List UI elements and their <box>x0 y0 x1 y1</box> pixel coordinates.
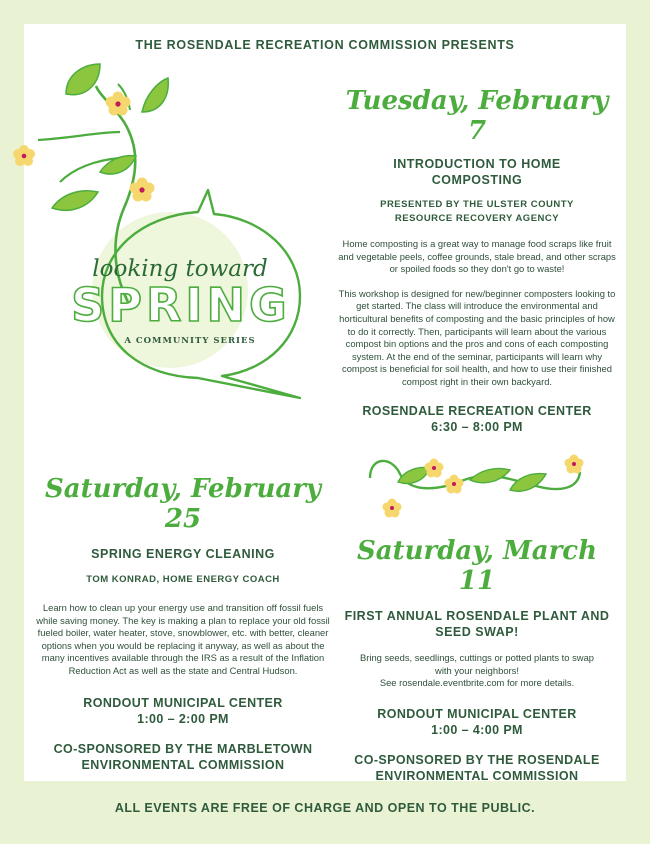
event-location: RONDOUT MUNICIPAL CENTER <box>377 706 577 721</box>
event-date: Tuesday, February 7 <box>345 86 609 146</box>
flower-icon <box>13 145 35 166</box>
leaf-icon <box>52 191 98 210</box>
spring-logo-graphic <box>0 0 340 420</box>
event-location: ROSENDALE RECREATION CENTER <box>362 403 592 418</box>
flower-icon <box>565 455 584 474</box>
logo-spring: SPRING <box>71 278 291 332</box>
header-title: THE ROSENDALE RECREATION COMMISSION PRESENTS <box>135 38 515 52</box>
flower-icon <box>106 92 131 116</box>
event-presenter: TOM KONRAD, HOME ENERGY COACH <box>86 574 280 585</box>
event-feb7 <box>336 86 618 435</box>
logo-community-series: A COMMUNITY SERIES <box>124 336 256 346</box>
event-mar11 <box>336 536 618 784</box>
event-title: FIRST ANNUAL ROSENDALE PLANT AND SEED SWAP! <box>344 609 610 639</box>
vine-divider-graphic <box>360 450 600 530</box>
event-time: 1:00 – 2:00 PM <box>137 711 229 726</box>
leaf-icon <box>510 474 546 492</box>
logo-looking-toward: looking toward <box>92 256 268 282</box>
leaf-icon <box>470 468 510 482</box>
event-sponsor: CO-SPONSORED BY THE MARBLETOWN ENVIRONMENTAL COMMISSION <box>53 741 313 772</box>
leaf-icon <box>66 64 100 95</box>
event-title: INTRODUCTION TO HOME COMPOSTING <box>393 157 561 187</box>
flower-icon <box>445 475 464 494</box>
leaf-icon <box>100 156 136 174</box>
leaf-icon <box>398 468 430 484</box>
event-description: See rosendale.eventbrite.com for more details. <box>379 677 575 689</box>
flower-icon <box>425 459 444 478</box>
event-location: RONDOUT MUNICIPAL CENTER <box>83 695 283 710</box>
footer-note: ALL EVENTS ARE FREE OF CHARGE AND OPEN TO THE PUBLIC. <box>114 801 536 815</box>
leaf-icon <box>142 78 168 112</box>
event-feb25 <box>30 474 336 773</box>
event-description: Learn how to clean up your energy use and transition off fossil fuels while saving money. The key is making a plan to replace your old fossil fueled boiler, water heater, stove, snowblower, etc. with better, cleaner options when you would be replacing it anyway, as well as about the many incentives available through the IRS as a result of the Inflation Reduction Act as well as the state and Central Hudson. <box>36 602 330 676</box>
event-title: SPRING ENERGY CLEANING <box>91 547 275 561</box>
flower-icon <box>383 499 402 518</box>
event-presenter: PRESENTED BY THE ULSTER COUNTY RESOURCE RECOVERY AGENCY <box>380 199 574 224</box>
event-time: 1:00 – 4:00 PM <box>431 722 523 737</box>
event-description: Home composting is a great way to manage food scraps like fruit and vegetable peels, coffee grounds, stale bread, and other scraps or spoiled foods so they don't go to waste! <box>338 238 616 275</box>
event-description: This workshop is designed for new/beginner composters looking to get started. The class will introduce the environmental and horticultural benefits of composting and the basic principles of how to do it correctly. Then, participants will learn about the various compost bin options and the pros and cons of each composting system. At the end of the seminar, participants will learn why compost is beneficial for soil health, and how to use their finished compost right in their own backyard. <box>338 287 616 387</box>
vine-branch <box>38 132 120 140</box>
event-sponsor: CO-SPONSORED BY THE ROSENDALE ENVIRONMENTAL COMMISSION <box>354 752 600 783</box>
event-description: Bring seeds, seedlings, cuttings or potted plants to swap with your neighbors! <box>360 652 594 676</box>
event-date: Saturday, March 11 <box>356 536 598 596</box>
event-time: 6:30 – 8:00 PM <box>431 419 523 434</box>
event-date: Saturday, February 25 <box>45 474 321 534</box>
